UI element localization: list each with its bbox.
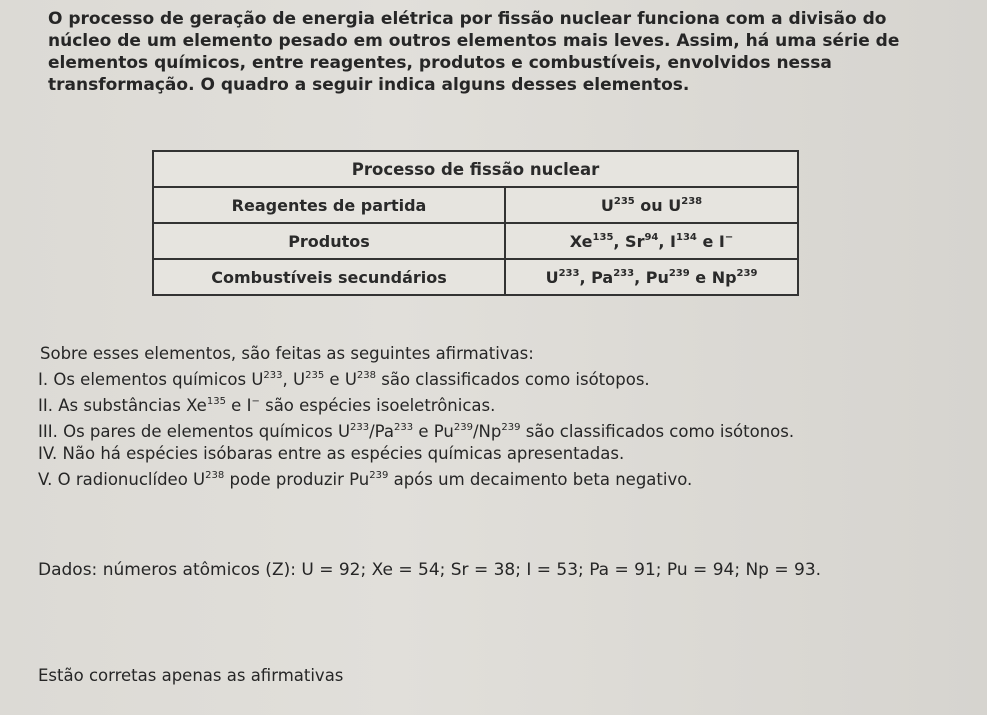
row-value: $U^{235}$ ou $U^{238}$ (505, 187, 798, 223)
statement-4: IV. Não há espécies isóbaras entre as espécies químicas apresentadas. (38, 444, 625, 463)
row-value: Xe$^{135}$, Sr$^{94}$, $I^{134}$ e I− (505, 223, 798, 259)
statement-3-text: são classificados como isótonos. (525, 422, 795, 441)
statement-1-text: são classificados como isótopos. (381, 370, 650, 389)
table-row (153, 187, 798, 223)
statements (38, 343, 938, 491)
fission-table (152, 150, 799, 296)
statement-3: III. Os pares de elementos químicos $U^{233}/Pa^{233}$ e Pu$^{239}$/Np$^{239}$ são classificados como isótonos. (38, 422, 795, 441)
question-text: Estão corretas apenas as afirmativas (38, 666, 344, 685)
statement-5-tail: após um decaimento beta negativo. (393, 470, 693, 489)
statement-1: I. Os elementos químicos $U^{233}$, $U^{235}$ e $U^{238}$ são classificados como isótopos. (38, 370, 650, 389)
intro-text: O processo de geração de energia elétrica por fissão nuclear funciona com a divisão do núcleo de um elemento pesado em outros elementos mais leves. Assim, há uma série de elementos químicos, entre reagentes, produtos e combustíveis, envolvidos nessa transformação. O quadro a seguir indica alguns desses elementos. (48, 9, 900, 95)
table-row (153, 259, 798, 295)
statement-5: V. O radionuclídeo $U^{238}$ pode produzir Pu$^{239}$ após um decaimento beta negativo. (38, 470, 693, 489)
table-title: Processo de fissão nuclear (153, 151, 798, 187)
data-line (38, 556, 898, 584)
table-row (153, 223, 798, 259)
statement-4-text: Não há espécies isóbaras entre as espécies químicas apresentadas. (62, 444, 625, 463)
data-line-text: Dados: números atômicos (Z): U = 92; Xe = 54; Sr = 38; I = 53; Pa = 91; Pu = 94; Np = 93. (38, 560, 822, 580)
row-label: Produtos (153, 223, 505, 259)
intro-paragraph (48, 8, 948, 96)
statement-2: II. As substâncias Xe$^{135}$ e I− são espécies isoeletrônicas. (38, 396, 496, 415)
statement-2-text: são espécies isoeletrônicas. (265, 396, 496, 415)
row-label: Reagentes de partida (153, 187, 505, 223)
statements-heading: Sobre esses elementos, são feitas as seguintes afirmativas: (40, 344, 534, 363)
statement-5-text: pode produzir (229, 470, 344, 489)
question (38, 665, 938, 687)
row-value: $U^{233}$, Pa$^{233}$, Pu$^{239}$ e Np$^{239}$ (505, 259, 798, 295)
row-label: Combustíveis secundários (153, 259, 505, 295)
